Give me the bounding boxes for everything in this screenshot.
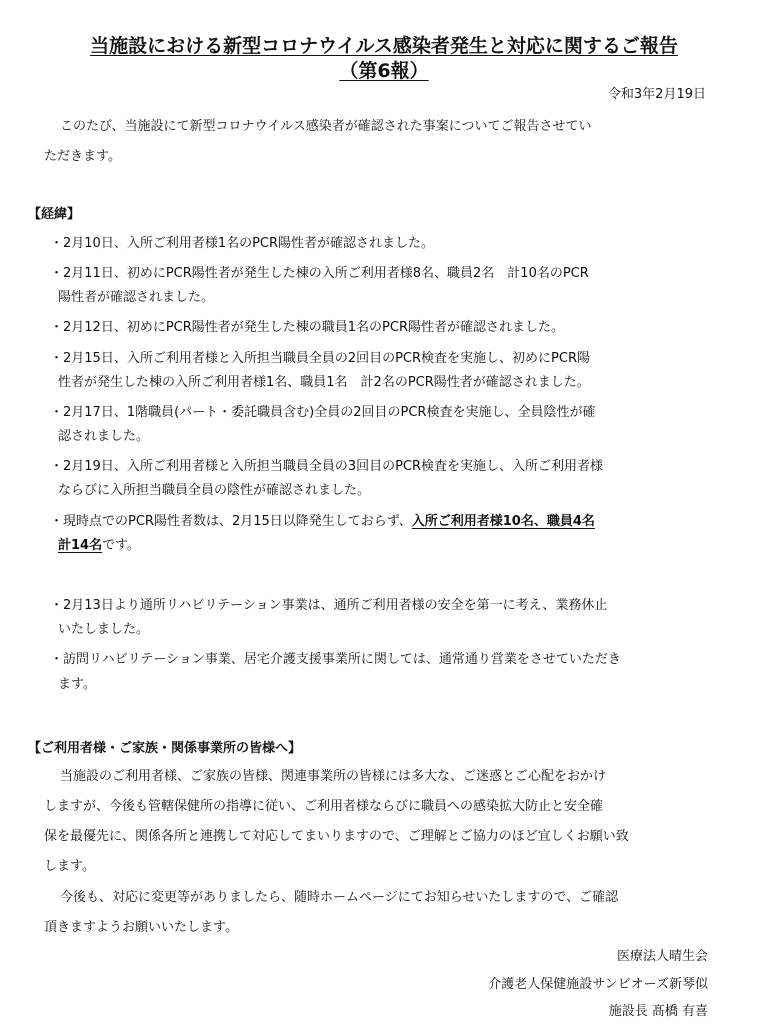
- message-para2-line: 頂きますようお願いいたします。: [44, 920, 238, 935]
- background-item: ・2月19日、入所ご利用者様と入所担当職員全員の3回目のPCR検査を実施し、入所ご利用者様: [50, 459, 604, 474]
- message-heading: 【ご利用者様・ご家族・関係事業所の皆様へ】: [28, 741, 302, 756]
- background-item-cont: ならびに入所担当職員全員の陰性が確認されました。: [58, 483, 371, 498]
- report-date: 令和3年2月19日: [607, 87, 706, 102]
- background-item: ・2月10日、入所ご利用者様1名のPCR陽性者が確認されました。: [50, 236, 435, 251]
- current-total-highlight: 計14名: [58, 538, 103, 553]
- message-para1-line: しますが、今後も管轄保健所の指導に従い、ご利用者様ならびに職員への感染拡大防止と安全確: [44, 799, 604, 814]
- background-item-cont: 認されました。: [58, 429, 150, 444]
- background-heading: 【経緯】: [28, 207, 81, 222]
- current-count-highlight: 入所ご利用者様10名、職員4名: [411, 514, 595, 529]
- service-item: ・2月13日より通所リハビリテーション事業は、通所ご利用者様の安全を第一に考え、業務休止: [50, 598, 608, 613]
- message-para1-line: 当施設のご利用者様、ご家族の皆様、関連事業所の皆様には多大な、ご迷惑とご心配をおかけ: [60, 769, 607, 784]
- background-item: ・2月11日、初めにPCR陽性者が発生した棟の入所ご利用者様8名、職員2名 計10名のPCR: [50, 266, 589, 281]
- background-item-cont: 性者が発生した棟の入所ご利用者様1名、職員1名 計2名のPCR陽性者が確認されました。: [58, 375, 590, 390]
- service-item: ・訪問リハビリテーション事業、居宅介護支援事業所に関しては、通常通り営業をさせていただき: [50, 652, 621, 667]
- report-number: （第6報）: [339, 60, 429, 82]
- intro-line-1: このたび、当施設にて新型コロナウイルス感染者が確認された事案についてご報告させてい: [60, 119, 592, 134]
- signature-facility: 介護老人保健施設サンビオーズ新琴似: [488, 977, 708, 992]
- signature-director: 施設長 髙橋 有喜: [608, 1004, 708, 1019]
- background-item: ・2月15日、入所ご利用者様と入所担当職員全員の2回目のPCR検査を実施し、初めにPCR陽: [50, 351, 590, 366]
- report-title: 当施設における新型コロナウイルス感染者発生と対応に関するご報告: [90, 35, 678, 57]
- current-status-line-2: 計14名です。: [58, 538, 141, 553]
- service-item-cont: ます。: [58, 677, 96, 692]
- message-para1-line: します。: [44, 859, 95, 874]
- message-para2-line: 今後も、対応に変更等がありましたら、随時ホームページにてお知らせいたしますので、ご確認: [60, 890, 619, 905]
- background-item: ・2月17日、1階職員(パート・委託職員含む)全員の2回目のPCR検査を実施し、全員陰性が確: [50, 405, 596, 420]
- background-item: ・2月12日、初めにPCR陽性者が発生した棟の職員1名のPCR陽性者が確認されました。: [50, 320, 564, 335]
- service-item-cont: いたしました。: [58, 622, 150, 637]
- message-para1-line: 保を最優先に、関係各所と連携して対応してまいりますので、ご理解とご協力のほど宜しくお願い致: [44, 829, 629, 844]
- intro-line-2: ただきます。: [44, 149, 121, 164]
- signature-org: 医療法人晴生会: [616, 949, 708, 964]
- current-status-line-1: ・現時点でのPCR陽性者数は、2月15日以降発生しておらず、入所ご利用者様10名、職員4名: [50, 514, 595, 529]
- background-item-cont: 陽性者が確認されました。: [58, 290, 215, 305]
